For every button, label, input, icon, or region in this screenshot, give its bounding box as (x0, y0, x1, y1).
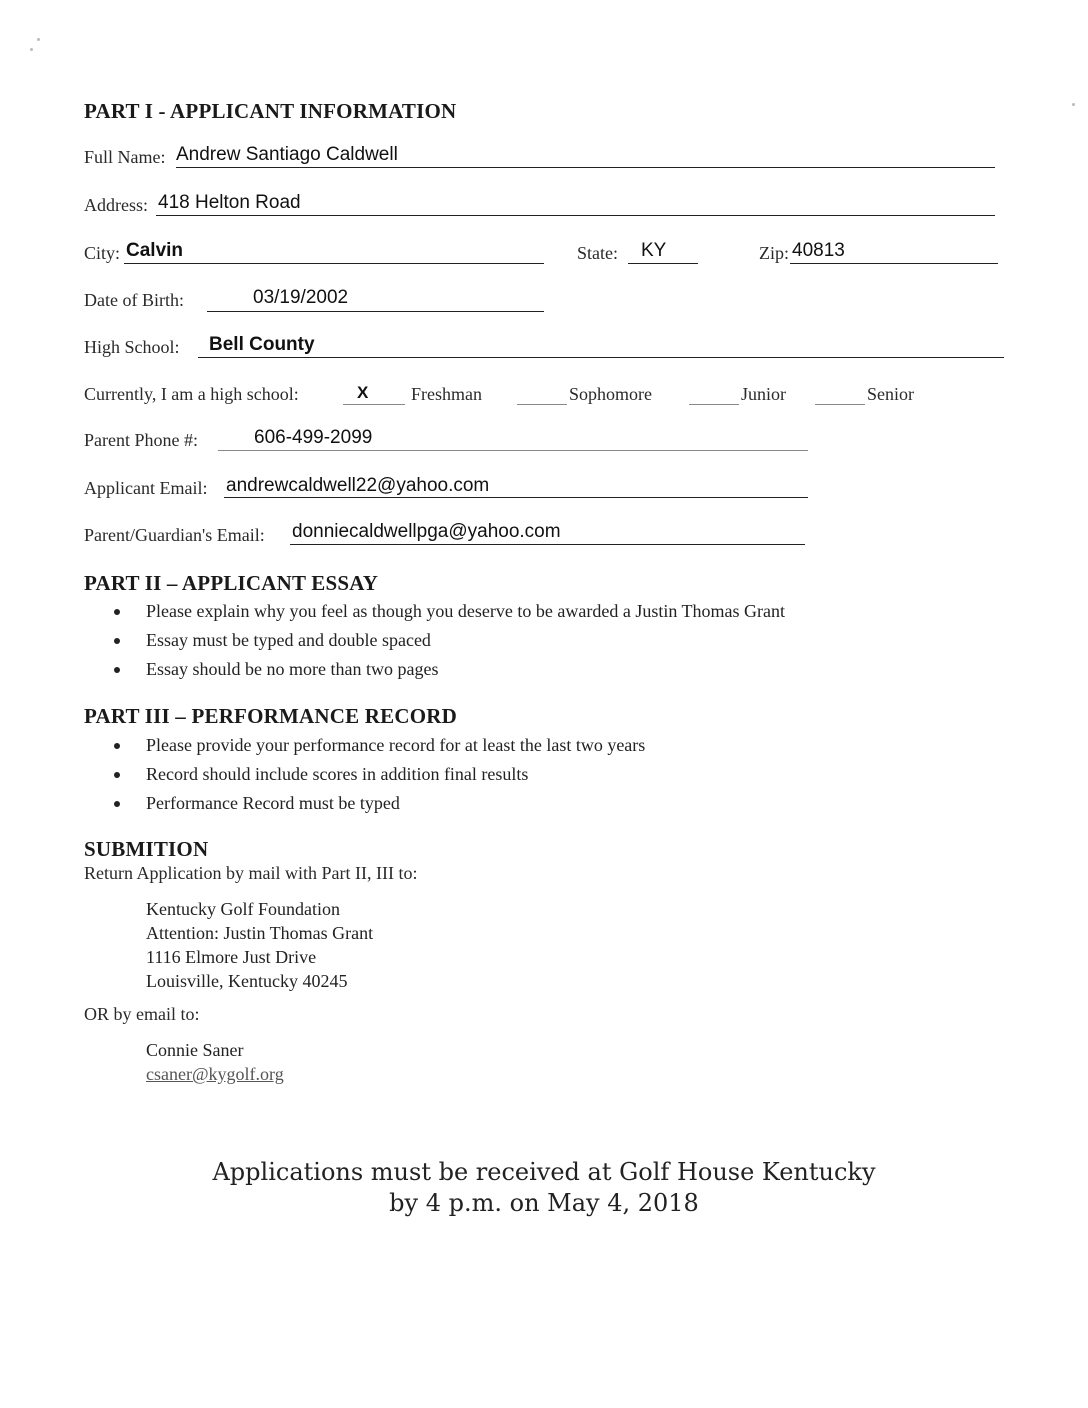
freshman-mark[interactable]: X (357, 383, 369, 402)
mail-address-line: Kentucky Golf Foundation (146, 899, 340, 919)
state-label: State: (577, 243, 618, 263)
bullet-icon (114, 667, 120, 673)
city-line (124, 263, 544, 264)
city-value[interactable]: Calvin (126, 240, 184, 261)
part1-heading: PART I - APPLICANT INFORMATION (84, 99, 457, 123)
sophomore-blank (517, 404, 567, 405)
parent-phone-line (218, 450, 808, 451)
part2-heading: PART II – APPLICANT ESSAY (84, 571, 379, 595)
high-school-label: High School: (84, 337, 180, 357)
grade-option-sophomore[interactable]: Sophomore (569, 384, 652, 404)
submission-heading: SUBMITION (84, 837, 209, 861)
list-item (84, 789, 645, 818)
list-item (84, 760, 645, 789)
high-school-value[interactable]: Bell County (209, 334, 315, 355)
deadline-line-2: by 4 p.m. on May 4, 2018 (389, 1189, 699, 1217)
bullet-text: Record should include scores in addition final results (146, 764, 529, 784)
city-label: City: (84, 243, 121, 263)
part3-heading: PART III – PERFORMANCE RECORD (84, 704, 457, 728)
dob-value[interactable]: 03/19/2002 (253, 287, 349, 308)
grade-option-senior[interactable]: Senior (867, 384, 914, 404)
bullet-icon (114, 801, 120, 807)
address-line (156, 215, 995, 216)
full-name-line (176, 167, 995, 168)
applicant-email-line (224, 497, 808, 498)
grade-option-junior[interactable]: Junior (741, 384, 786, 404)
grade-label: Currently, I am a high school: (84, 384, 299, 404)
parent-email-label: Parent/Guardian's Email: (84, 525, 265, 545)
scan-speck (37, 38, 40, 41)
zip-line (790, 263, 998, 264)
deadline-notice (0, 1157, 1088, 1219)
list-item (84, 597, 785, 626)
email-contact-link[interactable]: csaner@kygolf.org (146, 1064, 284, 1084)
freshman-blank (343, 404, 405, 405)
parent-phone-value[interactable]: 606-499-2099 (254, 427, 373, 448)
dob-label: Date of Birth: (84, 290, 184, 310)
bullet-icon (114, 743, 120, 749)
high-school-line (198, 357, 1004, 358)
mail-address-line: 1116 Elmore Just Drive (146, 947, 317, 967)
bullet-icon (114, 609, 120, 615)
bullet-text: Performance Record must be typed (146, 793, 400, 813)
parent-email-line (290, 544, 805, 545)
email-instruction: OR by email to: (84, 1004, 200, 1024)
address-value[interactable]: 418 Helton Road (158, 192, 301, 213)
state-value[interactable]: KY (641, 240, 667, 261)
parent-email-value[interactable]: donniecaldwellpga@yahoo.com (292, 521, 561, 542)
zip-value[interactable]: 40813 (792, 240, 845, 261)
bullet-text: Essay should be no more than two pages (146, 659, 439, 679)
address-label: Address: (84, 195, 148, 215)
email-contact (146, 1038, 284, 1086)
zip-label: Zip: (759, 243, 789, 263)
list-item (84, 626, 785, 655)
state-line (628, 263, 698, 264)
parent-phone-label: Parent Phone #: (84, 430, 198, 450)
scan-speck (30, 48, 33, 51)
bullet-icon (114, 772, 120, 778)
mail-address-line: Louisville, Kentucky 40245 (146, 971, 348, 991)
bullet-icon (114, 638, 120, 644)
full-name-value[interactable]: Andrew Santiago Caldwell (176, 144, 398, 165)
dob-line (207, 311, 544, 312)
bullet-text: Please explain why you feel as though you deserve to be awarded a Justin Thomas Grant (146, 601, 785, 621)
applicant-email-value[interactable]: andrewcaldwell22@yahoo.com (226, 475, 490, 496)
mail-address (146, 897, 373, 993)
senior-blank (815, 404, 865, 405)
list-item (84, 655, 785, 684)
part3-bullets (84, 731, 645, 818)
deadline-line-1: Applications must be received at Golf House Kentucky (212, 1158, 876, 1186)
applicant-email-label: Applicant Email: (84, 478, 208, 498)
list-item (84, 731, 645, 760)
full-name-label: Full Name: (84, 147, 166, 167)
mail-instruction: Return Application by mail with Part II, III to: (84, 863, 418, 883)
part2-bullets (84, 597, 785, 684)
bullet-text: Essay must be typed and double spaced (146, 630, 431, 650)
scan-speck (1072, 103, 1075, 106)
grade-option-freshman[interactable]: Freshman (411, 384, 482, 404)
junior-blank (689, 404, 739, 405)
mail-address-line: Attention: Justin Thomas Grant (146, 923, 374, 943)
bullet-text: Please provide your performance record for at least the last two years (146, 735, 646, 755)
email-contact-name: Connie Saner (146, 1040, 244, 1060)
